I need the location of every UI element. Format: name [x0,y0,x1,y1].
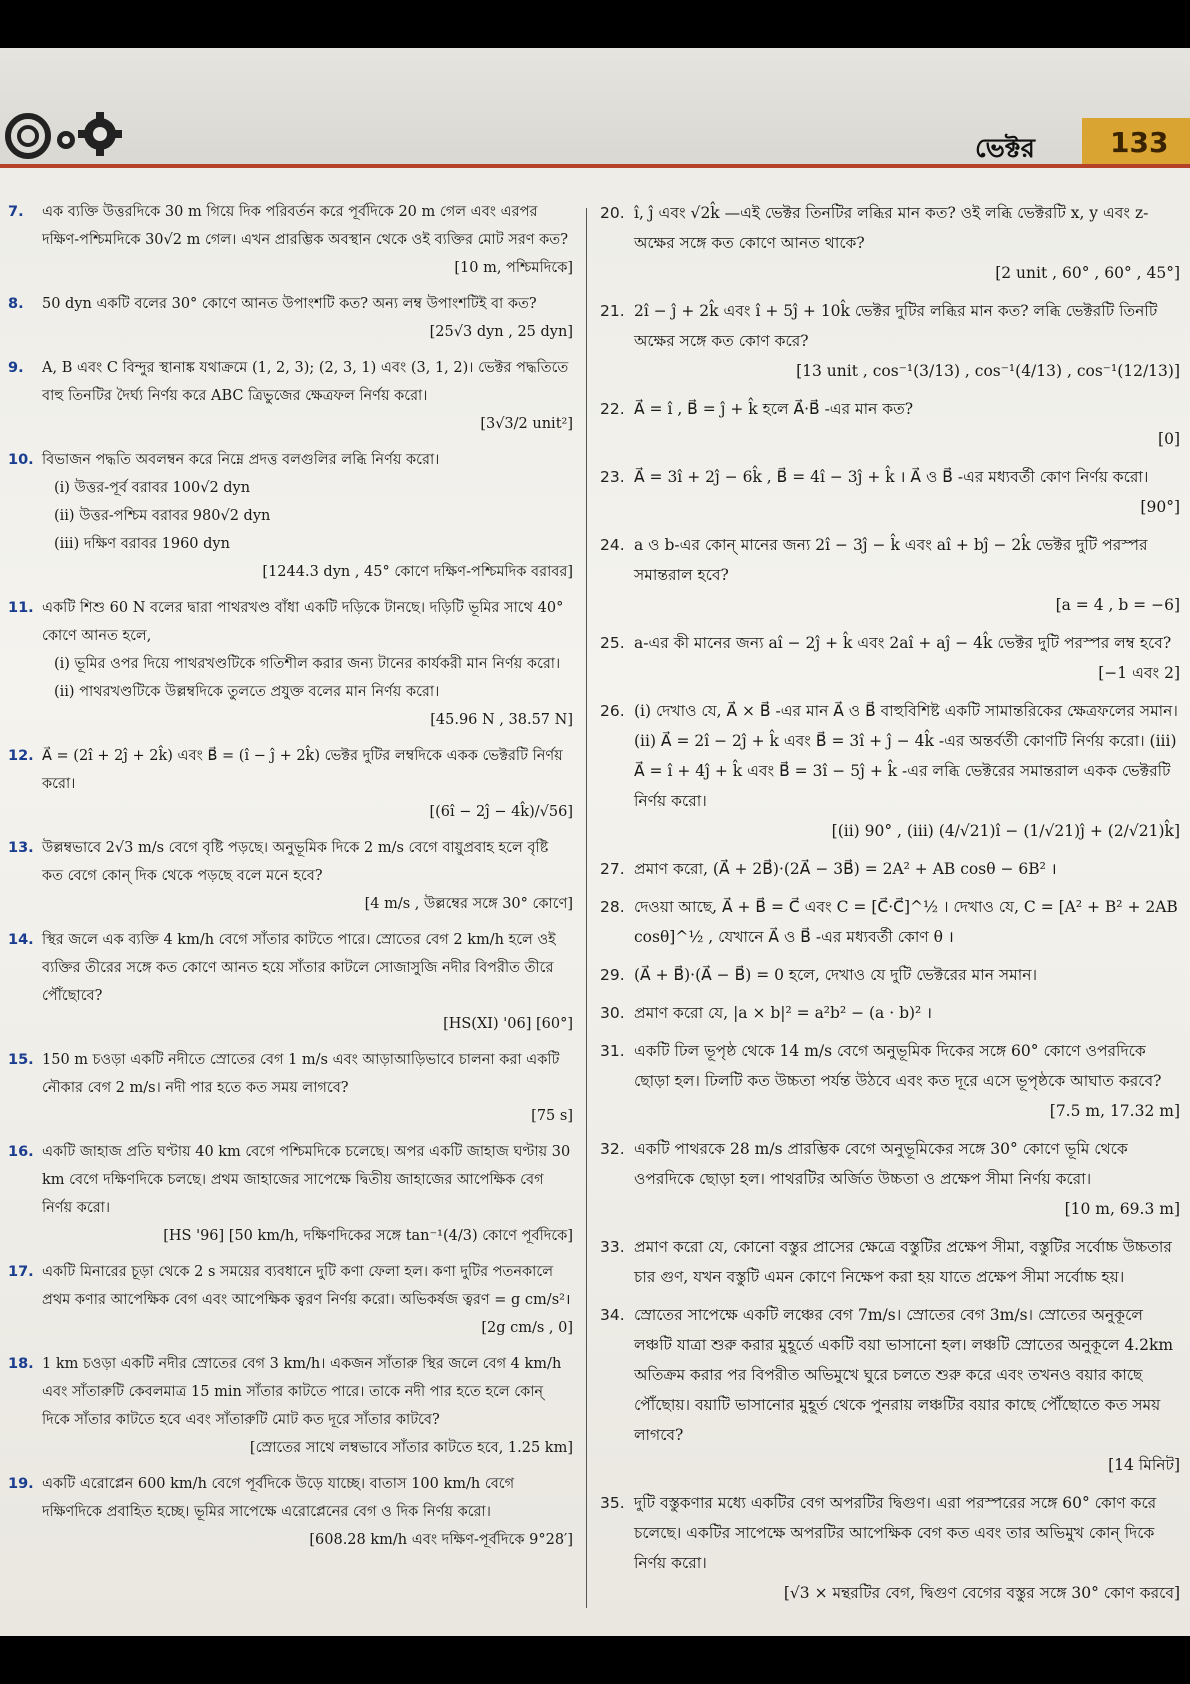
question-text: বিভাজন পদ্ধতি অবলম্বন করে নিম্নে প্রদত্ত বলগুলির লব্ধি নির্ণয় করো। [42,452,440,468]
question-item [600,696,1180,846]
question-item [8,1046,573,1130]
question-item [8,1258,573,1342]
question-subpart: (ii) পাথরখণ্ডটিকে উল্লম্বদিকে তুলতে প্রযুক্ত বলের মান নির্ণয় করো। [54,684,440,700]
question-answer: [a = 4 , b = −6] [1055,596,1180,614]
question-number: 13. [8,840,34,856]
question-subpart: (i) ভূমির ওপর দিয়ে পাথরখণ্ডটিকে গতিশীল করার জন্য টানের কার্যকরী মান নির্ণয় করো। [54,656,561,672]
question-text: a-এর কী মানের জন্য aî − 2ĵ + k̂ এবং 2aî + aĵ − 4k̂ ভেক্টর দুটি পরস্পর লম্ব হবে? [634,634,1172,652]
question-text: এক ব্যক্তি উত্তরদিকে 30 m গিয়ে দিক পরিবর্তন করে পূর্বদিকে 20 m গেল এবং এরপর দক্ষিণ-পশ্চিমদিকে 30√2 m গেল। এখন প্রারম্ভিক অবস্থান থেকে ওই ব্যক্তির মোট সরণ কত? [42,204,568,248]
right-column [600,198,1180,1616]
question-answer: [608.28 km/h এবং দক্ষিণ-পূর্বদিকে 9°28′] [309,1532,573,1548]
question-text: দেওয়া আছে, A⃗ + B⃗ = C⃗ এবং C = [C⃗·C⃗]^½ । দেখাও যে, C = [A² + B² + 2AB cosθ]^½ , যেখানে A⃗ ও B⃗ -এর মধ্যবর্তী কোণ θ । [634,898,1178,946]
question-text: A⃗ = î , B⃗ = ĵ + k̂ হলে A⃗·B⃗ -এর মান কত? [634,400,914,418]
question-number: 22. [600,400,625,418]
question-number: 27. [600,860,625,878]
question-answer: [√3 × মন্থরটির বেগ, দ্বিগুণ বেগের বস্তুর সঙ্গে 30° কোণ করবে] [783,1584,1180,1602]
question-answer: [4 m/s , উল্লম্বের সঙ্গে 30° কোণে] [364,896,573,912]
question-number: 14. [8,932,34,948]
question-answer: [25√3 dyn , 25 dyn] [429,324,573,340]
question-item [600,960,1180,990]
question-item [600,530,1180,620]
question-number: 15. [8,1052,34,1068]
question-answer: [2 unit , 60° , 60° , 45°] [995,264,1180,282]
question-item [8,198,573,282]
question-answer: [(6î − 2ĵ − 4k̂)/√56] [429,804,573,820]
question-item [8,1138,573,1250]
question-number: 21. [600,302,625,320]
question-answer: [−1 এবং 2] [1098,664,1180,682]
question-answer: [0] [1158,430,1180,448]
question-item [8,594,573,734]
question-answer: [7.5 m, 17.32 m] [1049,1102,1180,1120]
left-column [8,198,573,1562]
question-item [8,446,573,586]
question-answer: [(ii) 90° , (iii) (4/√21)î − (1/√21)ĵ + (2/√21)k̂] [831,822,1180,840]
question-number: 35. [600,1494,625,1512]
question-text: একটি পাথরকে 28 m/s প্রারম্ভিক বেগে অনুভূমিকের সঙ্গে 30° কোণে ভূমি থেকে ওপরদিকে ছোড়া হল। পাথরটির অর্জিত উচ্চতা ও প্রক্ষেপ সীমা নির্ণয় করো। [634,1140,1128,1188]
question-item [8,354,573,438]
question-subpart: (ii) উত্তর-পশ্চিম বরাবর 980√2 dyn [54,508,271,524]
question-answer: [14 মিনিট] [1108,1456,1180,1474]
question-item [600,462,1180,522]
question-item [600,1036,1180,1126]
question-item [8,290,573,346]
question-number: 7. [8,204,24,220]
question-answer: [3√3/2 unit²] [480,416,573,432]
question-number: 33. [600,1238,625,1256]
question-item [8,1350,573,1462]
question-answer: [HS '96] [50 km/h, দক্ষিণদিকের সঙ্গে tan⁻¹(4/3) কোণে পূর্বদিকে] [163,1228,573,1244]
question-number: 28. [600,898,625,916]
question-text: স্থির জলে এক ব্যক্তি 4 km/h বেগে সাঁতার কাটতে পারে। স্রোতের বেগ 2 km/h হলে ওই ব্যক্তির তীরের সঙ্গে কত কোণে আনত হয়ে সাঁতার কাটলে সোজাসুজি নদীর বিপরীত তীরে পৌঁছোবে? [42,932,556,1004]
question-item [600,1488,1180,1608]
question-number: 20. [600,204,625,222]
question-answer: [স্রোতের সাথে লম্বভাবে সাঁতার কাটতে হবে, 1.25 km] [249,1440,573,1456]
question-number: 11. [8,600,34,616]
question-item [600,892,1180,952]
question-text: A⃗ = 3î + 2ĵ − 6k̂ , B⃗ = 4î − 3ĵ + k̂ । A⃗ ও B⃗ -এর মধ্যবর্তী কোণ নির্ণয় করো। [634,468,1149,486]
question-number: 19. [8,1476,34,1492]
question-item [600,296,1180,386]
question-text: প্রমাণ করো যে, |a × b|² = a²b² − (a · b)² । [634,1004,933,1022]
question-item [8,926,573,1038]
question-text: প্রমাণ করো যে, কোনো বস্তুর প্রাসের ক্ষেত্রে বস্তুটির প্রক্ষেপ সীমা, বস্তুটির সর্বোচ্চ উচ্চতার চার গুণ, যখন বস্তুটি এমন কোণে নিক্ষেপ করা হয় যাতে প্রক্ষেপ সীমা সর্বোচ্চ হয়। [634,1238,1172,1286]
question-text: স্রোতের সাপেক্ষে একটি লঞ্চের বেগ 7m/s। স্রোতের বেগ 3m/s। স্রোতের অনুকূলে লঞ্চটি যাত্রা শুরু করার মুহূর্তে একটি বয়া ভাসানো হল। লঞ্চটি স্রোতের অনুকূলে 4.2km অতিক্রম করার পর বিপরীত অভিমুখে ঘুরে চলতে শুরু করে এবং তখনও বয়ার কাছে পৌঁছোয়। বয়াটি ভাসানোর মুহূর্ত থেকে পুনরায় লঞ্চটির বয়ার কাছে পৌঁছোতে কত সময় লাগবে? [634,1306,1174,1444]
question-number: 10. [8,452,34,468]
question-text: একটি এরোপ্লেন 600 km/h বেগে পূর্বদিকে উড়ে যাচ্ছে। বাতাস 100 km/h বেগে দক্ষিণদিকে প্রবাহিত হচ্ছে। ভূমির সাপেক্ষে এরোপ্লেনের বেগ ও দিক নির্ণয় করো। [42,1476,515,1520]
question-number: 8. [8,296,24,312]
question-text: (i) দেখাও যে, A⃗ × B⃗ -এর মান A⃗ ও B⃗ বাহুবিশিষ্ট একটি সামান্তরিকের ক্ষেত্রফলের সমান। (ii) A⃗ = 2î − 2ĵ + k̂ এবং B⃗ = 3î + ĵ − 4k̂ -এর অন্তর্বর্তী কোণটি নির্ণয় করো। (iii) A⃗ = î + 4ĵ + k̂ এবং B⃗ = 3î − 5ĵ + k̂ -এর লব্ধি ভেক্টরের সমান্তরাল একক ভেক্টরটি নির্ণয় করো। [634,702,1178,810]
question-item [8,1470,573,1554]
question-answer: [10 m, পশ্চিমদিকে] [454,260,573,276]
question-text: একটি শিশু 60 N বলের দ্বারা পাথরখণ্ড বাঁধা একটি দড়িকে টানছে। দড়িটি ভূমির সাথে 40° কোণে আনত হলে, [42,600,564,644]
question-number: 25. [600,634,625,652]
question-item [600,394,1180,454]
question-number: 17. [8,1264,34,1280]
question-number: 29. [600,966,625,984]
question-answer: [13 unit , cos⁻¹(3/13) , cos⁻¹(4/13) , cos⁻¹(12/13)] [796,362,1180,380]
question-item [8,742,573,826]
question-answer: [1244.3 dyn , 45° কোণে দক্ষিণ-পশ্চিমদিক বরাবর] [262,564,573,580]
textbook-page [0,48,1190,1636]
header-stripe [0,164,1190,168]
question-answer: [45.96 N , 38.57 N] [430,712,573,728]
question-number: 9. [8,360,24,376]
question-answer: [75 s] [531,1108,573,1124]
question-item [600,1300,1180,1480]
question-text: প্রমাণ করো, (A⃗ + 2B⃗)·(2A⃗ − 3B⃗) = 2A² + AB cosθ − 6B² । [634,860,1057,878]
question-item [600,1134,1180,1224]
question-number: 32. [600,1140,625,1158]
question-item [600,998,1180,1028]
question-item [8,834,573,918]
question-number: 12. [8,748,34,764]
question-answer: [10 m, 69.3 m] [1064,1200,1180,1218]
column-divider [586,208,587,1608]
question-item [600,854,1180,884]
question-number: 31. [600,1042,625,1060]
question-text: 150 m চওড়া একটি নদীতে স্রোতের বেগ 1 m/s এবং আড়াআড়িভাবে চালনা করা একটি নৌকার বেগ 2 m/s। নদী পার হতে কত সময় লাগবে? [42,1052,560,1096]
page-number: 133 [1110,126,1169,159]
question-text: A, B এবং C বিন্দুর স্থানাঙ্ক যথাক্রমে (1, 2, 3); (2, 3, 1) এবং (3, 1, 2)। ভেক্টর পদ্ধতিতে বাহু তিনটির দৈর্ঘ্য নির্ণয় করে ABC ত্রিভুজের ক্ষেত্রফল নির্ণয় করো। [42,360,569,404]
question-text: একটি জাহাজ প্রতি ঘণ্টায় 40 km বেগে পশ্চিমদিকে চলেছে। অপর একটি জাহাজ ঘণ্টায় 30 km বেগে দক্ষিণদিকে চলছে। প্রথম জাহাজের সাপেক্ষে দ্বিতীয় জাহাজের আপেক্ষিক বেগ নির্ণয় করো। [42,1144,571,1216]
question-subpart: (i) উত্তর-পূর্ব বরাবর 100√2 dyn [54,480,251,496]
question-answer: [2g cm/s , 0] [481,1320,573,1336]
question-text: 2î − ĵ + 2k̂ এবং î + 5ĵ + 10k̂ ভেক্টর দুটির লব্ধির মান কত? লব্ধি ভেক্টরটি তিনটি অক্ষের সঙ্গে কত কোণ করে? [634,302,1158,350]
question-answer: [90°] [1140,498,1180,516]
question-number: 30. [600,1004,625,1022]
question-text: একটি ঢিল ভূপৃষ্ঠ থেকে 14 m/s বেগে অনুভূমিক দিকের সঙ্গে 60° কোণে ওপরদিকে ছোড়া হল। ঢিলটি কত উচ্চতা পর্যন্ত উঠবে এবং কত দূরে এসে ভূপৃষ্ঠকে আঘাত করবে? [634,1042,1162,1090]
chapter-title: ভেক্টর [975,134,1035,164]
question-text: একটি মিনারের চূড়া থেকে 2 s সময়ের ব্যবধানে দুটি কণা ফেলা হল। কণা দুটির পতনকালে প্রথম কণার আপেক্ষিক বেগ এবং আপেক্ষিক ত্বরণ নির্ণয় করো। অভিকর্ষজ ত্বরণ = g cm/s²। [42,1264,571,1308]
question-number: 24. [600,536,625,554]
question-text: 1 km চওড়া একটি নদীর স্রোতের বেগ 3 km/h। একজন সাঁতারু স্থির জলে বেগ 4 km/h এবং সাঁতারুটি কেবলমাত্র 15 min সাঁতার কাটতে পারে। তাকে নদী পার হতে হলে কোন্ দিকে সাঁতার কাটতে হবে এবং সাঁতারুটি মোট কত দূরে সাঁতার কাটবে? [42,1356,562,1428]
question-text: A⃗ = (2î + 2ĵ + 2k̂) এবং B⃗ = (î − ĵ + 2k̂) ভেক্টর দুটির লম্বদিকে একক ভেক্টরটি নির্ণয় করো। [42,748,563,792]
page-header [0,48,1190,166]
question-text: উল্লম্বভাবে 2√3 m/s বেগে বৃষ্টি পড়ছে। অনুভূমিক দিকে 2 m/s বেগে বায়ুপ্রবাহ হলে বৃষ্টি কত বেগে কোন্ দিক থেকে পড়ছে বলে মনে হবে? [42,840,549,884]
question-item [600,1232,1180,1292]
question-number: 34. [600,1306,625,1324]
question-number: 23. [600,468,625,486]
question-answer: [HS(XI) '06] [60°] [443,1016,573,1032]
question-text: 50 dyn একটি বলের 30° কোণে আনত উপাংশটি কত? অন্য লম্ব উপাংশটিই বা কত? [42,296,537,312]
question-text: a ও b-এর কোন্ মানের জন্য 2î − 3ĵ − k̂ এবং aî + bĵ − 2k̂ ভেক্টর দুটি পরস্পর সমান্তরাল হবে? [634,536,1148,584]
question-subpart: (iii) দক্ষিণ বরাবর 1960 dyn [54,536,230,552]
question-text: î, ĵ এবং √2k̂ —এই ভেক্টর তিনটির লব্ধির মান কত? ওই লব্ধি ভেক্টরটি x, y এবং z-অক্ষের সঙ্গে কত কোণে আনত থাকে? [634,204,1149,252]
gear-logo-icon [4,106,134,166]
question-number: 18. [8,1356,34,1372]
question-item [600,628,1180,688]
question-number: 26. [600,702,625,720]
question-text: (A⃗ + B⃗)·(A⃗ − B⃗) = 0 হলে, দেখাও যে দুটি ভেক্টরের মান সমান। [634,966,1038,984]
question-number: 16. [8,1144,34,1160]
question-text: দুটি বস্তুকণার মধ্যে একটির বেগ অপরটির দ্বিগুণ। এরা পরস্পরের সঙ্গে 60° কোণ করে চলেছে। একটির সাপেক্ষে অপরটির আপেক্ষিক বেগ কত এবং তার অভিমুখ কোন্ দিকে নির্ণয় করো। [634,1494,1157,1572]
question-item [600,198,1180,288]
